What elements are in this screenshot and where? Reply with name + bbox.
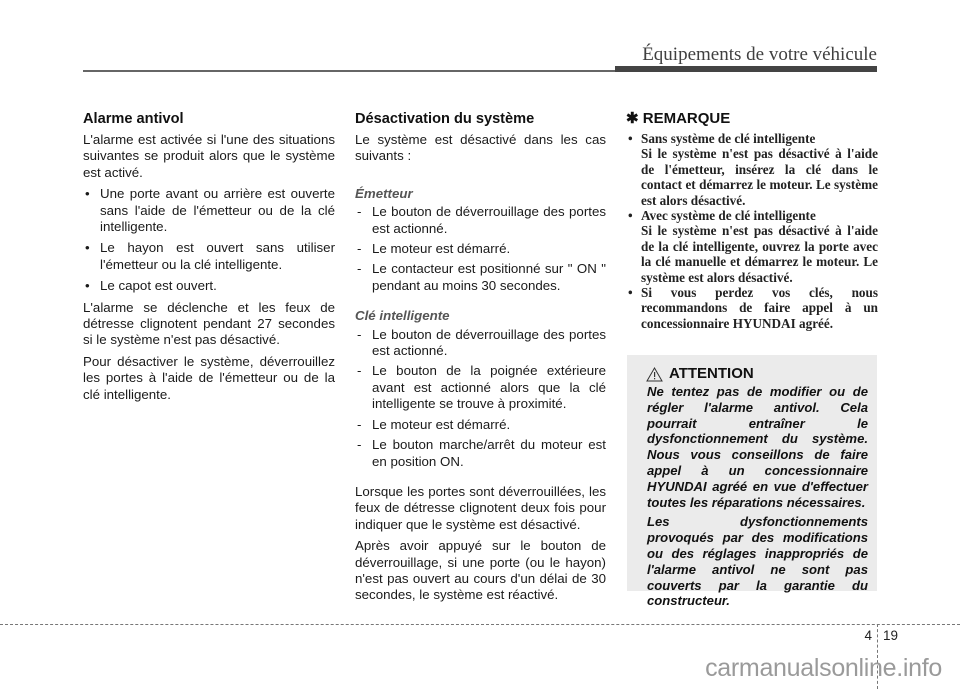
heading-alarme-antivol: Alarme antivol [83,111,184,127]
attention-paragraph: Les dysfonctionnements provoqués par des modifications ou des réglages inappropriés de l'alarme antivol ne sont pas couverts par la garantie du constructeur. [647,514,868,609]
column-alarme-antivol [83,110,335,408]
footer-rule [0,624,960,625]
chapter-number: 4 [864,628,872,643]
dash-item: - Le moteur est démarré. [355,241,606,257]
dash-item: - Le bouton marche/arrêt du moteur est en position ON. [355,437,606,470]
subheading-emetteur: Émetteur [355,185,413,201]
paragraph: L'alarme se déclenche et les feux de détresse clignotent pendant 27 secondes si le système n'est pas désactivé. [83,299,335,348]
dash-item: - Le bouton de déverrouillage des portes est actionné. [355,327,606,360]
remarque-heading [626,110,878,128]
page-number: 19 [883,628,899,643]
section-title: Équipements de votre véhicule [642,44,877,65]
heading-desactivation: Désactivation du système [355,111,535,127]
remarque-item [626,208,878,285]
remarque-item-head: • Sans système de clé intelligente [641,131,816,146]
column-desactivation [355,110,606,609]
warning-triangle-icon [646,367,663,382]
remarque-item [626,285,878,331]
dash-item: - Le contacteur est positionné sur " ON " pendant au moins 30 secondes. [355,261,606,294]
bullet-item: • Le capot est ouvert. [83,278,335,294]
dash-item: - Le bouton de la poignée extérieure avant est actionné alors que la clé intelligente se trouve à proximité. [355,363,606,412]
watermark: carmanualsonline.info [705,654,942,682]
header-bar [615,66,877,72]
attention-box [627,355,877,609]
remarque-title: REMARQUE [642,110,731,127]
dash-item: - Le moteur est démarré. [355,417,606,433]
intro-paragraph: L'alarme est activée si l'une des situations suivantes se produit alors que le système est activé. [83,132,335,180]
remarque-item-body: Si le système n'est pas désactivé à l'aide de la clé intelligente, ouvrez la porte avec la clé manuelle et démarrez le moteur. Le système est alors désactivé. [641,223,878,285]
attention-title: ATTENTION [669,365,754,382]
bullet-item: • Le hayon est ouvert sans utiliser l'émetteur ou la clé intelligente. [83,240,335,273]
remarque-item-body: Si le système n'est pas désactivé à l'aide de l'émetteur, insérez la clé dans le contact et démarrez le moteur. Le système est alors désactivé. [641,146,878,208]
remarque-item [626,131,878,208]
attention-heading [647,365,868,383]
header-rule [83,70,617,72]
paragraph: Lorsque les portes sont déverrouillées, les feux de détresse clignotent deux fois pour indiquer que le système est désactivé. [355,483,606,532]
dash-item: - Le bouton de déverrouillage des portes est actionné. [355,204,606,237]
asterisk-icon: ✱ [626,110,639,127]
subheading-cle-intelligente: Clé intelligente [355,308,450,324]
intro-paragraph: Le système est désactivé dans les cas suivants : [355,132,606,164]
attention-paragraph: Ne tentez pas de modifier ou de régler l'alarme antivol. Cela pourrait entraîner le dysfonctionnement du système. Nous vous conseillons de faire appel à un concessionnaire HYUNDAI agréé en vue d'effectuer toutes les réparations nécessaires. [647,384,868,510]
remarque-list [626,131,878,331]
remarque-section [626,110,878,331]
remarque-item-head: • Avec système de clé intelligente [641,208,816,224]
paragraph: Après avoir appuyé sur le bouton de déverrouillage, si une porte (ou le hayon) n'est pas ouvert au cours d'un délai de 30 secondes, le système est réactivé. [355,538,606,603]
remarque-item-body: Si vous perdez vos clés, nous recommandons de faire appel à un concessionnaire HYUNDAI agréé. [641,285,878,331]
paragraph: Pour désactiver le système, déverrouillez les portes à l'aide de l'émetteur ou de la clé intelligente. [83,353,335,402]
bullet-item: • Une porte avant ou arrière est ouverte sans l'aide de l'émetteur ou de la clé intelligente. [83,186,335,235]
